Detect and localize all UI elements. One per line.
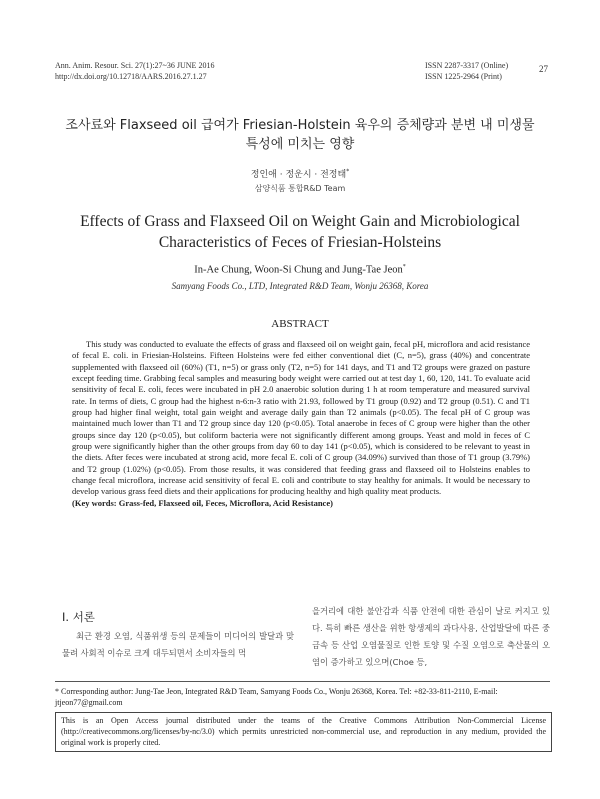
- abstract-body: [72, 339, 530, 509]
- affiliation-korean: 삼양식품 통합R&D Team: [254, 184, 346, 193]
- page-number: 27: [539, 64, 548, 74]
- corresponding-mark: *: [346, 168, 350, 175]
- corresponding-mark: *: [402, 264, 406, 270]
- footnote-divider: [55, 681, 550, 682]
- authors-korean-names: 정인애 · 정운시 · 전정태: [250, 170, 347, 180]
- authors-english: [0, 264, 600, 276]
- title-english-line-1: Effects of Grass and Flaxseed Oil on Weight Gain and Microbiological: [80, 213, 520, 230]
- title-korean-line-2: 특성에 미치는 영향: [245, 137, 355, 152]
- issn-online: ISSN 2287-3317 (Online): [425, 61, 509, 70]
- abstract-heading: ABSTRACT: [271, 318, 329, 330]
- keywords: (Key words: Grass-fed, Flaxseed oil, Feces, Microflora, Acid Resistance): [72, 497, 333, 508]
- doi-link[interactable]: http://dx.doi.org/10.12718/AARS.2016.27.1.27: [55, 72, 207, 81]
- intro-right-column: [312, 603, 550, 671]
- section-heading-introduction: Ⅰ. 서론: [62, 610, 95, 624]
- issn-print: ISSN 1225-2964 (Print): [425, 72, 502, 81]
- corresponding-author-footnote: * Corresponding author: Jung-Tae Jeon, Integrated R&D Team, Samyang Foods Co., Wonju 26368, Korea. Tel: +82-33-811-2110, E-mail: jtjeon77@gmail.com: [55, 687, 498, 707]
- intro-right-text: 을거리에 대한 불안감과 식품 안전에 대한 관심이 날로 커지고 있다. 특히 빠른 생산을 위한 항생제의 과다사용, 산업발달에 따른 중금속 등 산업 오염물질로 인한 토양 및 수질 오염으로 축산물의 오염이 증가하고 있으며(Choe 등,: [312, 606, 550, 667]
- intro-left-text: 최근 환경 오염, 식품위생 등의 문제들이 미디어의 발달과 맞물려 사회적 이슈로 크게 대두되면서 소비자들의 먹: [62, 631, 294, 658]
- authors-korean: [0, 167, 600, 180]
- open-access-license-box: [55, 712, 552, 752]
- authors-english-names: In-Ae Chung, Woon-Si Chung and Jung-Tae Jeon: [194, 264, 403, 276]
- abstract-text: This study was conducted to evaluate the effects of grass and flaxseed oil on weight gain, fecal pH, microflora and acid resistance of fecal E. coli. in Friesian-Holsteins. Fifteen Holsteins were fed either conventional diet (C, n=5), grass (40%) and concentrate supplemented with flaxseed oil (60%) (T1, n=5) or grass only (T2, n=5) for 141 days, and T1 and T2 groups were grazed on pasture except feeding time. Grabbing fecal samples and measuring body weight were carried out at test day 1, 60, 120, 141. To evaluate acid sensitivity of fecal E. coli, feces were incubated in pH 2.0 anaerobic solution during 1 h at room temperature and measured survival rate. In terms of diets, C group had the highest n-6:n-3 ratio with 21.93, followed by T1 group (0.92) and T2 group (0.51). C and T1 group had higher final weight, total gain weight and average daily gain than T2 animals (p<0.05). The fecal pH of C group was maintained much lower than T1 and T2 group since day 120 (p<0.05). Total anaerobe in feces of C group were higher than the other groups since day 120 (p<0.05), but coliform bacteria were not significantly different among groups. Yeast and mold in feces of C group were significantly higher than the other groups from day 60 to day 141 (p<0.05), which is considered to be relevant to yeast in the diets. After feces were incubated at strong acid, more fecal E. coli of C group (34.09%) survived than those of T1 group (3.79%) and T2 group (1.02%) (p<0.05). From those results, it was considered that feeding grass and flaxseed oil to Holsteins enables to change fecal microflora, increase acid sensitivity of fecal E. coli and contribute to stay healthy for animals. It would be necessary to develop various grass feed diets and their applications for producing healthy and high quality meat products.: [72, 339, 530, 497]
- title-korean-line-1: 조사료와 Flaxseed oil 급여가 Friesian-Holstein 육우의 증체량과 분변 내 미생물: [65, 118, 535, 133]
- title-english-line-2: Characteristics of Feces of Friesian-Holsteins: [158, 234, 442, 251]
- intro-left-column: [62, 628, 294, 662]
- affiliation-english: Samyang Foods Co., LTD, Integrated R&D Team, Wonju 26368, Korea: [171, 281, 429, 291]
- license-text: This is an Open Access journal distributed under the teams of the Creative Commons Attribution Non-Commercial License (http://creativecommons.org/licenses/by-nc/3.0) which permits unrestricted non-commercial use, and reproduction in any medium, provided the original work is properly cited.: [61, 716, 546, 747]
- journal-citation: Ann. Anim. Resour. Sci. 27(1):27~36 JUNE 2016: [55, 61, 215, 70]
